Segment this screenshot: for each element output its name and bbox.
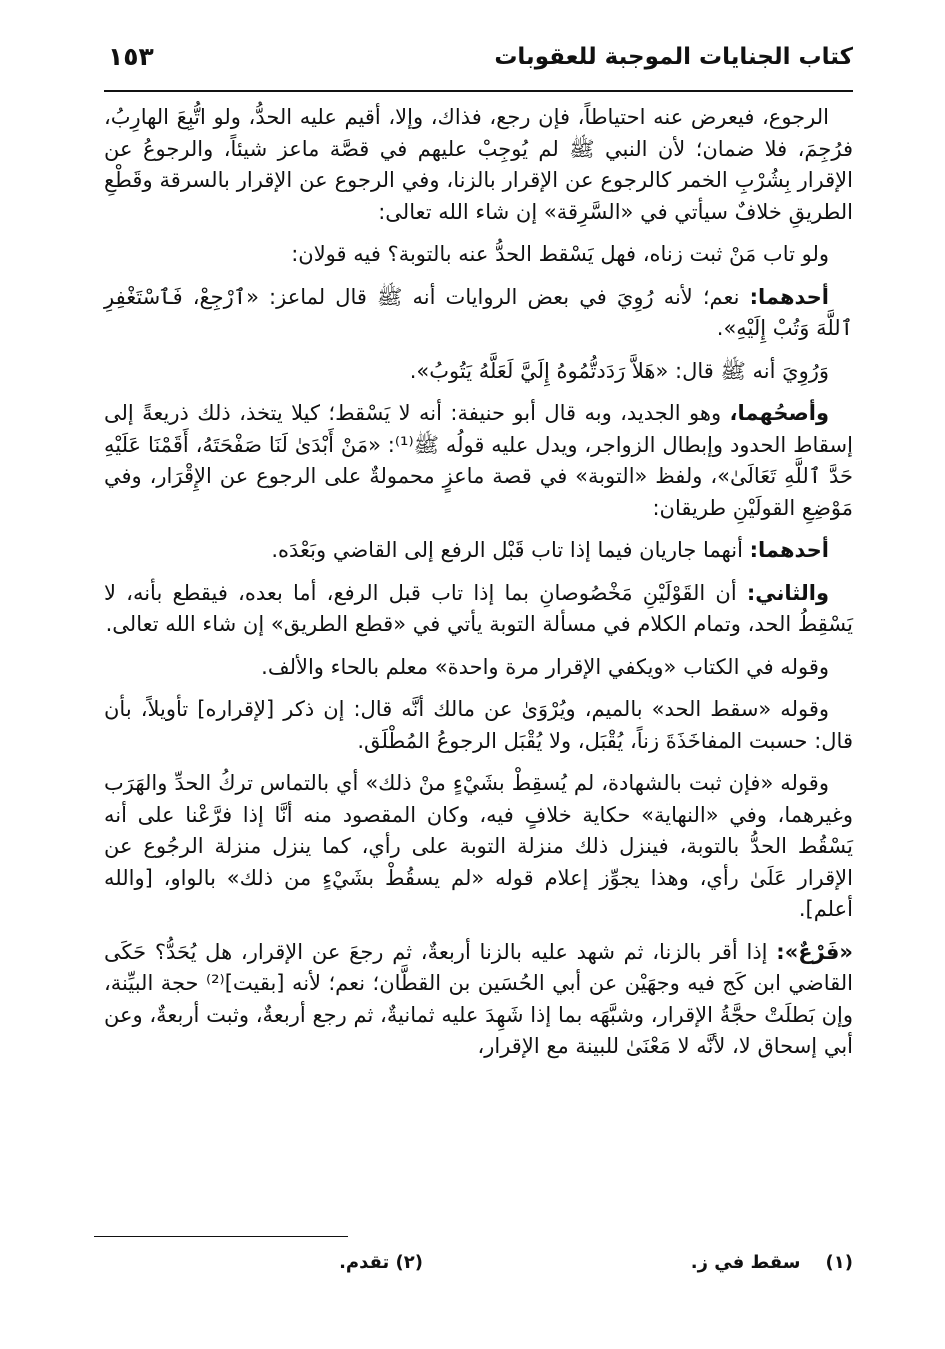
paragraph: [104, 535, 853, 567]
paragraph-text: أنهما جاريان فيما إذا تاب قَبْل الرفع إلى القاضي وبَعْدَه.: [271, 538, 743, 562]
paragraph: [104, 102, 853, 228]
footnote-label: (٢): [395, 1252, 423, 1273]
paragraph: [104, 694, 853, 757]
paragraph-text: وهو الجديد، وبه قال أبو حنيفة: أنه لا يَسْقط؛ كيلا يتخذ، ذلك ذريعةً إلى إسقاط الحدود وإبطال الزواجر، ويدل عليه قولُه ﷺ⁽¹⁾: «مَنْ أَبْدَىٰ لَنَا صَفْحَتَهُ، أَقَمْنَا عَلَيْهِ حَدَّ ٱللَّهِ تَعَالَىٰ»، ولفظ «التوبة» في قصة ماعزٍ محمولةٌ على الرجوع عن الإِقْرَار، وفي مَوْضِعِ القولَيْنِ طريقان:: [104, 401, 853, 520]
paragraph: [104, 652, 853, 684]
paragraph-text: وقوله في الكتاب «ويكفي الإقرار مرة واحدة» معلم بالحاء والألف.: [261, 654, 829, 679]
paragraph: [104, 239, 853, 271]
paragraph: [104, 356, 853, 388]
footnote-label: (١): [825, 1252, 853, 1273]
paragraph: [104, 768, 853, 926]
header-rule: [104, 90, 853, 92]
paragraph: [104, 398, 853, 524]
paragraph-text: نعم؛ لأنه رُوِيَ في بعض الروايات أنه ﷺ قال لماعز: «ٱرْجِعْ، فَٱسْتَغْفِرِ ٱللَّهَ وَتُبْ إِلَيْهِ».: [104, 284, 853, 340]
paragraph-text: الرجوع، فيعرض عنه احتياطاً، فإن رجع، فذاك، وإلا، أقيم عليه الحدُّ، ولو اتُّبِعَ الهارِبُ، فرُجِمَ، فلا ضمان؛ لأن النبي ﷺ لم يُوجِبْ عليهم في قصَّة ماعز شيئاً، والرجوعُ عن الإقرار بِشُرْبِ الخمر كالرجوع عن الإقرار بالزنا، وفي الرجوع عن الإقرار بالسرقة وقَطْعِ الطريقِ خلافٌ سيأتي في «السَّرِقة» إن شاء الله تعالى:: [104, 105, 853, 224]
footnote-text: سقط في ز.: [690, 1252, 801, 1273]
paragraph-text: أن القَوْلَيْنِ مَخْصُوصانِ بما إذا تاب قبل الرفع، أما بعده، فيقطع بأنه، لا يَسْقِطُ الحد، وتمام الكلام في مسألة التوبة يأتي في «قطع الطريق» إن شاء الله تعالى.: [104, 580, 853, 636]
paragraph-lead: والثاني:: [746, 580, 829, 605]
paragraph-text: ولو تاب مَنْ ثبت زناه، فهل يَسْقط الحدُّ عنه بالتوبة؟ فيه قولان:: [291, 242, 829, 266]
footnote-rule: [94, 1236, 348, 1237]
paragraph-lead: وأصحُهما،: [729, 401, 829, 425]
paragraph: [104, 937, 853, 1063]
paragraph-text: وَرُوِيَ أنه ﷺ قال: «هَلاَّ رَدَدتُّمُوهُ إِلَيَّ لَعَلَّهُ يَتُوبُ».: [409, 358, 829, 383]
paragraph-lead: «فَرْعٌ»:: [776, 939, 853, 964]
footnote-text: تقدم.: [339, 1252, 390, 1273]
running-title: كتاب الجنايات الموجبة للعقوبات: [494, 44, 853, 70]
page-number: ١٥٣: [108, 42, 154, 71]
main-text: [104, 102, 853, 1074]
paragraph-lead: أحدهما:: [749, 284, 829, 309]
footnote: [339, 1252, 423, 1273]
paragraph-text: إذا أقر بالزنا، ثم شهد عليه بالزنا أربعةٌ، ثم رجعَ عن الإقرار، هل يُحَدُّ؟ حَكَى القاضي ابن كَج فيه وجهَيْن عن أبي الحُسَين بن القطَّان؛ نعم؛ لأنه [بقيت]⁽²⁾ حجة البيِّنة، وإن بَطلَتْ حجَّةُ الإقرار، وشبَّهَه بما إذا شَهِدَ عليه ثمانيةٌ، ثم رجع أربعةٌ، وثبت أربعةٌ، وعن أبي إسحاق لا، لأنَّه لا مَعْنَىٰ للبينة مع الإقرار،: [104, 939, 853, 1058]
paragraph-lead: أحدهما:: [749, 538, 829, 562]
paragraph-text: وقوله «سقط الحد» بالميم، ويُرْوَىٰ عن مالك أنَّه قال: إن ذكر [لإقراره] تأويلاً، بأن قال: حسبت المفاخَذَةَ زناً، يُقْبَل، ولا يُقْبَل الرجوعُ المُطْلَق.: [104, 697, 853, 753]
paragraph: [104, 282, 853, 345]
footnote: [691, 1252, 853, 1273]
paragraph-text: وقوله «فإن ثبت بالشهادة، لم يُسقِطْ بشَيْءٍ منْ ذلك» أي بالتماس تركُ الحدِّ والهَرَب وغيرهما، وفي «النهاية» حكاية خلافٍ فيه، وكان المقصود منه أنَّا إذا فرَّعْنا على أنه يَسْقُط الحدُّ بالتوبة، فينزل ذلك منزلة التوبة على رأي، كما ينزل منزلة الرجُوع عن الإقرار عَلَىٰ رأي، وهذا يجوِّز إعلام قوله «لم يسقُطْ بشَيْءٍ من ذلك» بالواو، [والله أعلم].: [104, 771, 853, 921]
paragraph: [104, 578, 853, 641]
